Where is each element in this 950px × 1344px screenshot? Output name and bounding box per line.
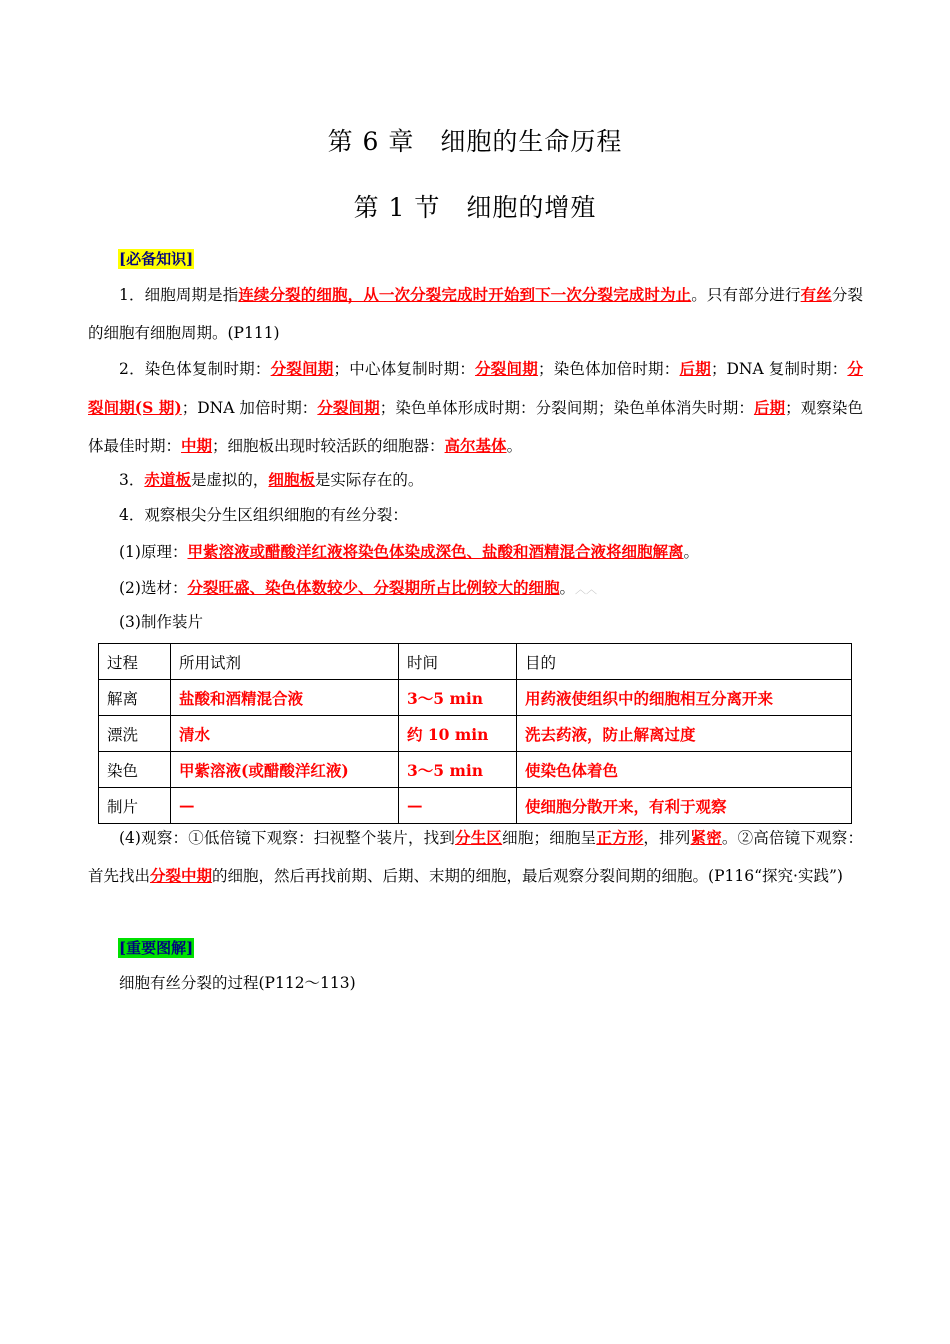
table-cell: 制片	[99, 788, 171, 824]
table-row	[99, 752, 852, 788]
text: 3．	[119, 471, 145, 489]
table-cell: 使细胞分散开来，有利于观察	[517, 788, 852, 824]
table-cell: 解离	[99, 680, 171, 716]
text: 2．染色体复制时期：	[119, 360, 271, 378]
diagram-caption: 细胞有丝分裂的过程(P112～113)	[119, 974, 356, 992]
table-cell: 约 10 min	[399, 716, 517, 752]
text: ，排列	[643, 829, 691, 847]
text: 是实际存在的。	[314, 471, 424, 489]
table-cell: 盐酸和酒精混合液	[171, 680, 399, 716]
text: 。	[683, 543, 699, 561]
table-cell: 用药液使组织中的细胞相互分离开来	[517, 680, 852, 716]
table-cell: —	[399, 788, 517, 824]
paragraph-4-2	[88, 569, 863, 609]
table-cell: 3～5 min	[399, 752, 517, 788]
chapter-title: 第 6 章 细胞的生命历程	[327, 127, 623, 156]
answer-blank: 分裂间期	[270, 359, 334, 378]
preparation-table	[98, 643, 852, 824]
table-cell: 漂洗	[99, 716, 171, 752]
table-header-row	[99, 644, 852, 680]
table-cell: —	[171, 788, 399, 824]
answer-blank: 中期	[181, 436, 213, 455]
table-row	[99, 680, 852, 716]
text: ；观察染色体最佳时期：	[88, 398, 863, 455]
text: ；中心体复制时期：	[333, 360, 476, 378]
answer-blank: 分裂间期(S 期)	[88, 359, 863, 417]
text: 分裂的细胞有细胞周期。(P111)	[88, 286, 863, 342]
table-cell: 洗去药液，防止解离过度	[517, 716, 852, 752]
text: 。只有部分进行	[691, 286, 801, 304]
paragraph-3	[88, 461, 863, 500]
text: 是虚拟的，	[190, 471, 269, 489]
table-cell: 3～5 min	[399, 680, 517, 716]
answer-blank: 赤道板	[144, 470, 191, 489]
wave-mark: ︿︿	[575, 583, 597, 596]
text: ；染色体加倍时期：	[537, 360, 680, 378]
paragraph-4-title	[88, 497, 863, 535]
table-cell: 染色	[99, 752, 171, 788]
table-header: 时间	[399, 644, 517, 680]
answer-blank: 有丝	[800, 285, 832, 304]
text: ；染色单体形成时期：分裂间期；染色单体消失时期：	[379, 398, 754, 417]
answer-blank: 连续分裂的细胞，从一次分裂完成时开始到下一次分裂完成时为止	[238, 285, 692, 304]
answer-blank: 后期	[753, 397, 786, 417]
table-header: 过程	[99, 644, 171, 680]
text: ；DNA 加倍时期：	[181, 398, 318, 417]
text: 。②高倍镜下观察：首先找出	[88, 829, 863, 885]
answer-blank: 后期	[679, 359, 711, 378]
text: (4)观察：①低倍镜下观察：扫视整个装片，找到	[119, 829, 456, 847]
answer-blank: 正方形	[596, 828, 644, 847]
text: 。	[559, 579, 575, 597]
knowledge-tag: [必备知识]	[119, 250, 194, 268]
text: 4．观察根尖分生区组织细胞的有丝分裂：	[119, 506, 408, 524]
answer-blank: 紧密	[690, 828, 722, 847]
answer-blank: 细胞板	[268, 470, 315, 489]
text: 1．细胞周期是指	[119, 286, 239, 304]
text: (2)选材：	[119, 579, 188, 597]
answer-blank: 分生区	[455, 828, 503, 847]
answer-blank: 分裂间期	[317, 397, 380, 417]
table-header: 所用试剂	[171, 644, 399, 680]
table-cell: 使染色体着色	[517, 752, 852, 788]
paragraph-4-4	[88, 819, 863, 895]
table-cell: 甲紫溶液(或醋酸洋红液)	[171, 752, 399, 788]
text: ；DNA 复制时期：	[710, 360, 848, 378]
diagram-tag: [重要图解]	[119, 939, 194, 957]
paragraph-4-1	[88, 533, 863, 572]
table-cell: 清水	[171, 716, 399, 752]
answer-blank: 高尔基体	[444, 436, 507, 455]
text: 细胞；细胞呈	[502, 829, 597, 847]
paragraph-2	[88, 350, 863, 466]
answer-blank: 分裂间期	[475, 359, 538, 378]
text: ；细胞板出现时较活跃的细胞器：	[212, 437, 445, 455]
table-row	[99, 716, 852, 752]
answer-blank: 分裂旺盛、染色体数较少、分裂期所占比例较大的细胞	[187, 578, 560, 597]
paragraph-4-3	[88, 604, 863, 642]
text: 。	[506, 437, 523, 455]
text: 的细胞，然后再找前期、后期、末期的细胞，最后观察分裂间期的细胞。(P116“探究·实践”)	[212, 867, 843, 885]
text: (3)制作装片	[119, 613, 203, 631]
text: (1)原理：	[119, 543, 188, 561]
section-title: 第 1 节 细胞的增殖	[353, 193, 597, 222]
table-header: 目的	[517, 644, 852, 680]
answer-blank: 分裂中期	[150, 866, 213, 885]
paragraph-1	[88, 276, 863, 352]
answer-blank: 甲紫溶液或醋酸洋红液将染色体染成深色、盐酸和酒精混合液将细胞解离	[187, 542, 684, 561]
